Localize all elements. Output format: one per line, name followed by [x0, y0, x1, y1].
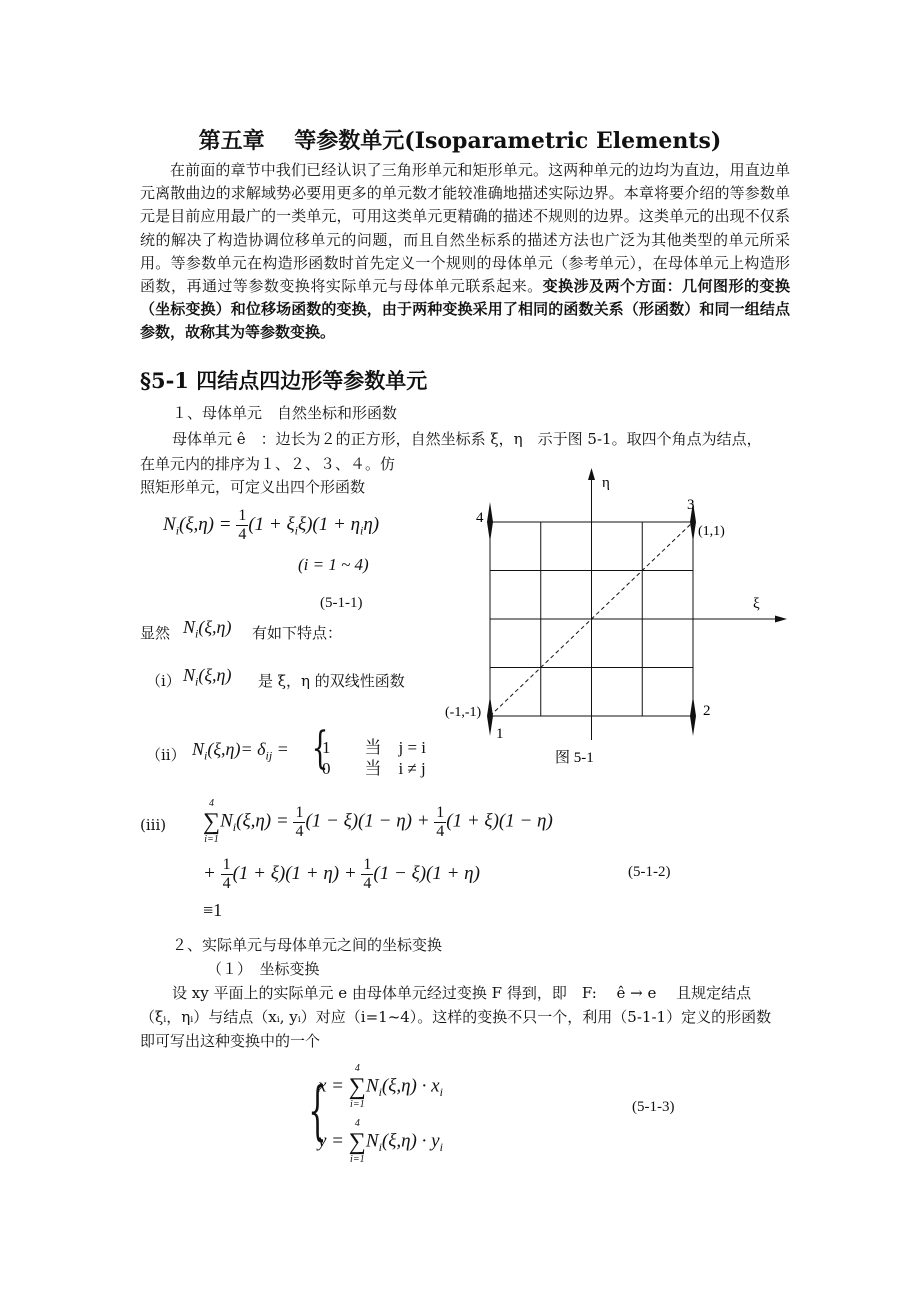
property-ii-label: （ii）: [146, 746, 186, 764]
node-3-label: 3: [687, 497, 695, 513]
eta-label: η: [602, 475, 610, 491]
shape-function-equation: $N_i(\xi,\eta)$ = $\frac{1}{4}$ $(1 + \xi_i\xi)(1 + \eta_i\eta)$: [163, 507, 380, 543]
paragraph-2-line-1: 设 xy 平面上的实际单元 e 由母体单元经过变换 F 得到，即 F: ê → e 且规定结点: [172, 984, 752, 1002]
brace-icon: {: [311, 723, 329, 774]
node-marker-1: [487, 696, 493, 736]
paragraph-1-line-2: 在单元内的排序为１、２、３、４。仿: [140, 455, 396, 473]
obviously-tail: 有如下特点：: [252, 624, 343, 642]
chapter-title: 第五章 等参数单元(Isoparametric Elements): [198, 128, 722, 154]
intro-paragraph: [140, 159, 790, 345]
index-range: (i = 1 ~ 4): [298, 555, 369, 574]
system-brace-icon: {: [308, 1074, 327, 1148]
sum-equation-line-1: 4 ∑ i=1 $N_i(\xi,\eta)$ = $\frac{1}{4}$ (1 − ξ)(1 − η) + $\frac{1}{4}$ (1 + ξ)(1 − η): [203, 798, 553, 845]
intro-text: 在前面的章节中我们已经认识了三角形单元和矩形单元。这两种单元的边均为直边，用直边单元离散曲边的求解域势必要用更多的单元数才能较准确地描述实际边界。本章将要介绍的等参数单元是目前应用最广的一类单元，可用这类单元更精确的描述不规则的边界。这类单元的出现不仅系统的解决了构造协调位移单元的问题，而且自然坐标系的描述方法也广泛为其他类型的单元所采用。等参数单元在构造形函数时首先定义一个规则的母体单元（参考单元），在母体单元上构造形函数，再通过等参数变换将实际单元与母体单元联系起来。: [140, 161, 790, 296]
property-i-label: （i）: [146, 672, 181, 690]
xi-label: ξ: [753, 596, 760, 612]
property-iii-label: (iii): [140, 816, 167, 834]
paragraph-1-line-3: 照矩形单元，可定义出四个形函数: [140, 478, 366, 496]
node-marker-4: [487, 502, 493, 542]
subsection-1: １、母体单元 自然坐标和形函数: [172, 404, 398, 422]
coord-bottom-left: (-1,-1): [445, 705, 482, 720]
node-marker-2: [690, 696, 696, 736]
transform-equation-y: y = 4 ∑ i=1 $N_i(\xi,\eta) \cdot y_i$: [318, 1118, 443, 1165]
transform-equation-x: x = 4 ∑ i=1 $N_i(\xi,\eta) \cdot x_i$: [318, 1063, 443, 1110]
equation-number-5-1-1: (5-1-1): [320, 595, 363, 611]
ni-symbol: $N_i(\xi,\eta)$: [183, 617, 232, 641]
property-ii-lhs: $N_i(\xi,\eta)= \delta_{ij}$ =: [192, 739, 289, 763]
property-i-text: 是 ξ，η 的双线性函数: [258, 672, 405, 690]
node-4-label: 4: [476, 510, 484, 526]
node-2-label: 2: [703, 703, 711, 719]
paragraph-1-line-1: 母体单元 ê ：边长为２的正方形，自然坐标系 ξ，η 示于图 5-1。取四个角点为结点，: [172, 430, 762, 448]
kronecker-case-2: 0 当 i ≠ j: [322, 759, 426, 778]
figure-caption: 图 5-1: [555, 750, 594, 766]
section-heading: §5-1 四结点四边形等参数单元: [140, 368, 428, 393]
paragraph-2-line-2: （ξᵢ，ηᵢ）与结点（xᵢ, yᵢ）对应（i=1~4）。这样的变换不只一个，利用（5-1-1）定义的形函数: [140, 1008, 772, 1026]
property-i-symbol: $N_i(\xi,\eta)$: [183, 665, 232, 689]
equation-number-5-1-2: (5-1-2): [628, 864, 671, 880]
xi-arrow-icon: [775, 616, 787, 623]
obviously-label: 显然: [140, 624, 171, 642]
node-1-label: 1: [496, 726, 504, 742]
eta-arrow-icon: [588, 468, 595, 480]
sum-equation-line-2: + $\frac{1}{4}$ (1 + ξ)(1 + η) + $\frac{1}{4}$ (1 − ξ)(1 + η): [203, 856, 480, 892]
kronecker-case-1: 1 当 j = i: [322, 738, 427, 757]
equation-number-5-1-3: (5-1-3): [632, 1099, 675, 1115]
figure-5-1: [430, 460, 800, 770]
intro-bold-text: 变换涉及两个方面：几何图形的变换（坐标变换）和位移场函数的变换，由于两种变换采用了相同的函数关系（形函数）和同一组结点参数，故称其为等参数变换。: [140, 277, 790, 342]
paragraph-2-line-3: 即可写出这种变换中的一个: [140, 1032, 321, 1050]
coord-top-right: (1,1): [698, 524, 725, 539]
sum-equation-result: ≡1: [203, 900, 223, 920]
subsection-2: ２、实际单元与母体单元之间的坐标变换: [172, 936, 443, 954]
subsection-2-1: （１） 坐标变换: [207, 960, 320, 978]
